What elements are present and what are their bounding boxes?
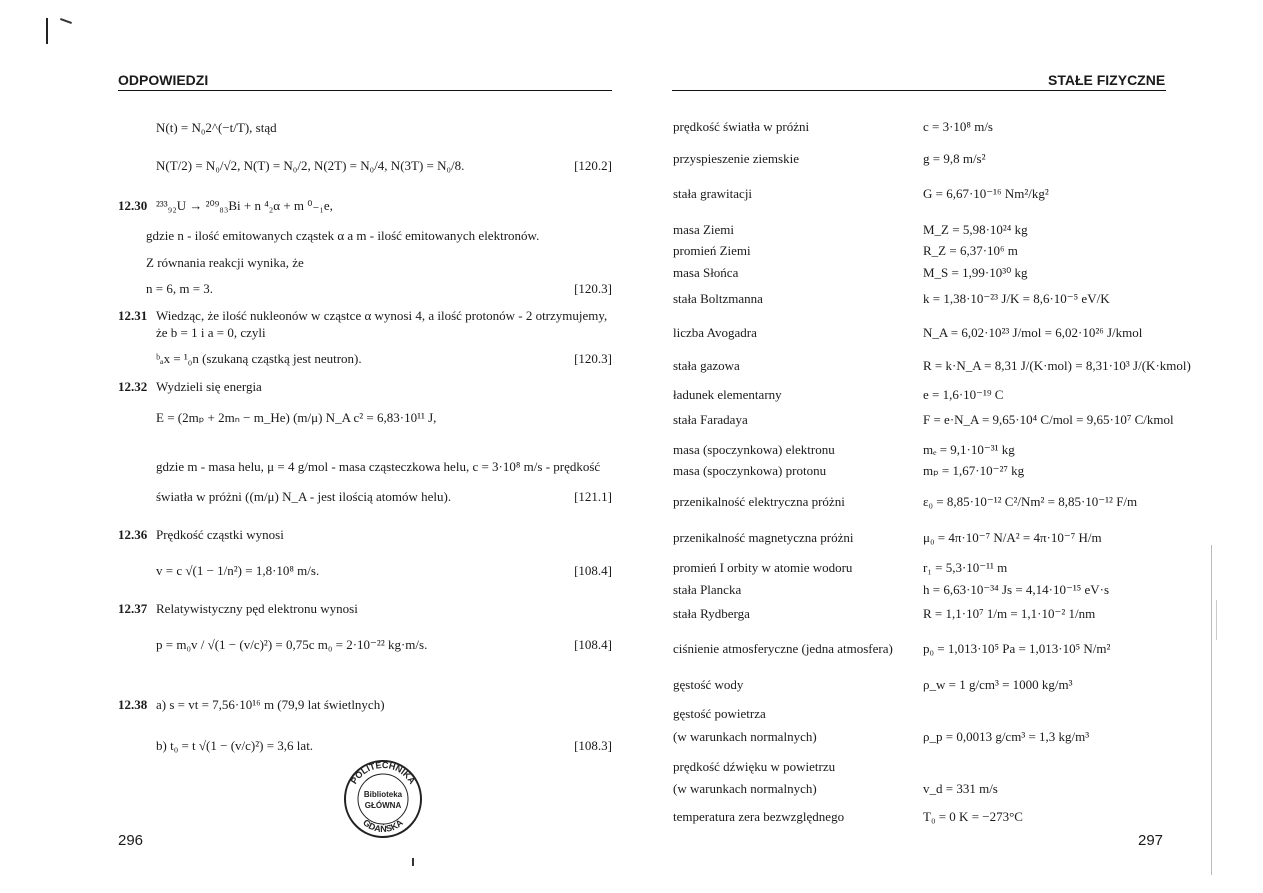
left-page-number: 296 — [118, 832, 144, 849]
stamp-top-text: POLITECHNIKA — [348, 759, 418, 786]
constant-label: prędkość światła w próżni — [673, 119, 810, 134]
constant-label: stała gazowa — [673, 358, 740, 373]
text-line: gdzie n - ilość emitowanych cząstek α a m - ilość emitowanych elektronów. — [146, 228, 540, 243]
constant-label: promień Ziemi — [673, 243, 751, 258]
problem-number: 12.37 — [118, 601, 148, 616]
corner-mark-tick — [60, 18, 72, 24]
formula-line: E = (2mₚ + 2mₙ − m_He) (m/μ) N_A c² = 6,83·10¹¹ J, — [156, 410, 437, 425]
formula-line: n = 6, m = 3. — [146, 281, 214, 296]
constant-value: T₀ = 0 K = −273°C — [923, 809, 1023, 824]
problem-number: 12.32 — [118, 379, 148, 394]
constant-value: mₚ = 1,67·10⁻²⁷ kg — [923, 463, 1025, 478]
text-line: światła w próżni ((m/μ) N_A - jest ilością atomów helu). — [156, 489, 452, 504]
constant-label: stała Faradaya — [673, 412, 748, 427]
right-page-number: 297 — [1138, 832, 1164, 849]
constant-value: k = 1,38·10⁻²³ J/K = 8,6·10⁻⁵ eV/K — [923, 291, 1110, 306]
text-line: Prędkość cząstki wynosi — [156, 527, 284, 542]
constant-value: M_Z = 5,98·10²⁴ kg — [923, 222, 1028, 237]
constant-label: masa (spoczynkowa) elektronu — [673, 442, 835, 457]
formula-decay-values: N(T/2) = N₀/√2, N(T) = N₀/2, N(2T) = N₀/4, N(3T) = N₀/8. — [156, 158, 465, 173]
equation-ref: [121.1] — [574, 489, 612, 504]
scan-edge-line — [1216, 600, 1217, 640]
constant-label: promień I orbity w atomie wodoru — [673, 560, 853, 575]
constant-label: przenikalność magnetyczna próżni — [673, 530, 854, 545]
library-stamp — [342, 758, 424, 840]
formula-decay-law: N(t) = N₀2^(−t/T), stąd — [156, 120, 277, 135]
stamp-bottom-text: GDAŃSKA — [361, 817, 405, 835]
constant-value: p₀ = 1,013·10⁵ Pa = 1,013·10⁵ N/m² — [923, 641, 1111, 656]
constant-label: gęstość powietrza — [673, 706, 766, 721]
formula-line: b) t₀ = t √(1 − (v/c)²) = 3,6 lat. — [156, 738, 314, 753]
constant-value: h = 6,63·10⁻³⁴ Js = 4,14·10⁻¹⁵ eV·s — [923, 582, 1110, 597]
equation-ref: [120.3] — [574, 351, 612, 366]
constant-label: stała grawitacji — [673, 186, 753, 201]
constant-value: μ₀ = 4π·10⁻⁷ N/A² = 4π·10⁻⁷ H/m — [923, 530, 1102, 545]
formula-line: v = c √(1 − 1/n²) = 1,8·10⁸ m/s. — [156, 563, 320, 578]
constant-value: G = 6,67·10⁻¹⁶ Nm²/kg² — [923, 186, 1049, 201]
constant-value: ρ_w = 1 g/cm³ = 1000 kg/m³ — [923, 677, 1073, 692]
constant-label: liczba Avogadra — [673, 325, 757, 340]
left-header-rule — [118, 90, 612, 91]
text-line: Wiedząc, że ilość nukleonów w cząstce α wynosi 4, a ilość protonów - 2 otrzymujemy, — [156, 308, 608, 323]
constant-value: N_A = 6,02·10²³ J/mol = 6,02·10²⁶ J/kmol — [923, 325, 1143, 340]
constant-label: ciśnienie atmosferyczne (jedna atmosfera) — [673, 641, 893, 656]
left-page-header: ODPOWIEDZI — [118, 72, 209, 88]
constant-value: r₁ = 5,3·10⁻¹¹ m — [923, 560, 1008, 575]
problem-number: 12.31 — [118, 308, 148, 323]
problem-number: 12.38 — [118, 697, 148, 712]
constant-label: masa Słońca — [673, 265, 739, 280]
constant-label: prędkość dźwięku w powietrzu — [673, 759, 836, 774]
equation-ref: [120.3] — [574, 281, 612, 296]
constant-value: R = k·N_A = 8,31 J/(K·mol) = 8,31·10³ J/(K·kmol) — [923, 358, 1191, 373]
text-line: Relatywistyczny pęd elektronu wynosi — [156, 601, 358, 616]
constant-label: stała Plancka — [673, 582, 742, 597]
stamp-line2: GŁÓWNA — [364, 801, 402, 810]
constant-label: masa Ziemi — [673, 222, 735, 237]
equation-ref: [108.3] — [574, 738, 612, 753]
constant-value: M_S = 1,99·10³⁰ kg — [923, 265, 1028, 280]
constant-label: (w warunkach normalnych) — [673, 729, 817, 744]
problem-number: 12.30 — [118, 198, 148, 213]
equation-ref: [108.4] — [574, 637, 612, 652]
corner-mark — [46, 18, 48, 44]
constant-label: przenikalność elektryczna próżni — [673, 494, 845, 509]
constant-label: temperatura zera bezwzględnego — [673, 809, 845, 824]
constant-value: R = 1,1·10⁷ 1/m = 1,1·10⁻² 1/nm — [923, 606, 1096, 621]
constant-value: R_Z = 6,37·10⁶ m — [923, 243, 1018, 258]
right-page-header: STAŁE FIZYCZNE — [1048, 72, 1166, 88]
constant-label: (w warunkach normalnych) — [673, 781, 817, 796]
constant-value: mₑ = 9,1·10⁻³¹ kg — [923, 442, 1015, 457]
constant-value: ρ_p = 0,0013 g/cm³ = 1,3 kg/m³ — [923, 729, 1090, 744]
constant-label: gęstość wody — [673, 677, 744, 692]
problem-number: 12.36 — [118, 527, 148, 542]
right-header-rule — [672, 90, 1166, 91]
constant-value: F = e·N_A = 9,65·10⁴ C/mol = 9,65·10⁷ C/kmol — [923, 412, 1174, 427]
constant-value: v_d = 331 m/s — [923, 781, 998, 796]
constant-value: ε₀ = 8,85·10⁻¹² C²/Nm² = 8,85·10⁻¹² F/m — [923, 494, 1138, 509]
formula-line: p = m₀v / √(1 − (v/c)²) = 0,75c m₀ = 2·10⁻²² kg·m/s. — [156, 637, 428, 652]
constant-value: e = 1,6·10⁻¹⁹ C — [923, 387, 1004, 402]
constant-value: c = 3·10⁸ m/s — [923, 119, 993, 134]
formula-line: ᵇₐx = ¹₀n (szukaną cząstką jest neutron). — [156, 351, 362, 366]
text-line: że b = 1 i a = 0, czyli — [156, 325, 266, 340]
constant-value: g = 9,8 m/s² — [923, 151, 986, 166]
constant-label: ładunek elementarny — [673, 387, 782, 402]
text-line: gdzie m - masa helu, μ = 4 g/mol - masa cząsteczkowa helu, c = 3·10⁸ m/s - prędkość — [156, 459, 601, 474]
constant-label: przyspieszenie ziemskie — [673, 151, 799, 166]
stamp-line1: Biblioteka — [363, 790, 403, 799]
text-line: a) s = vt = 7,56·10¹⁶ m (79,9 lat świetlnych) — [156, 697, 385, 712]
gutter-mark — [412, 858, 414, 866]
scan-edge-line — [1211, 545, 1212, 875]
text-line: Wydzieli się energia — [156, 379, 262, 394]
reaction-equation: ²³³₉₂U → ²⁰⁹₈₃Bi + n ⁴₂α + m ⁰₋₁e, — [156, 198, 333, 213]
text-line: Z równania reakcji wynika, że — [146, 255, 304, 270]
equation-ref: [120.2] — [574, 158, 612, 173]
equation-ref: [108.4] — [574, 563, 612, 578]
constant-label: masa (spoczynkowa) protonu — [673, 463, 827, 478]
constant-label: stała Boltzmanna — [673, 291, 763, 306]
constant-label: stała Rydberga — [673, 606, 750, 621]
